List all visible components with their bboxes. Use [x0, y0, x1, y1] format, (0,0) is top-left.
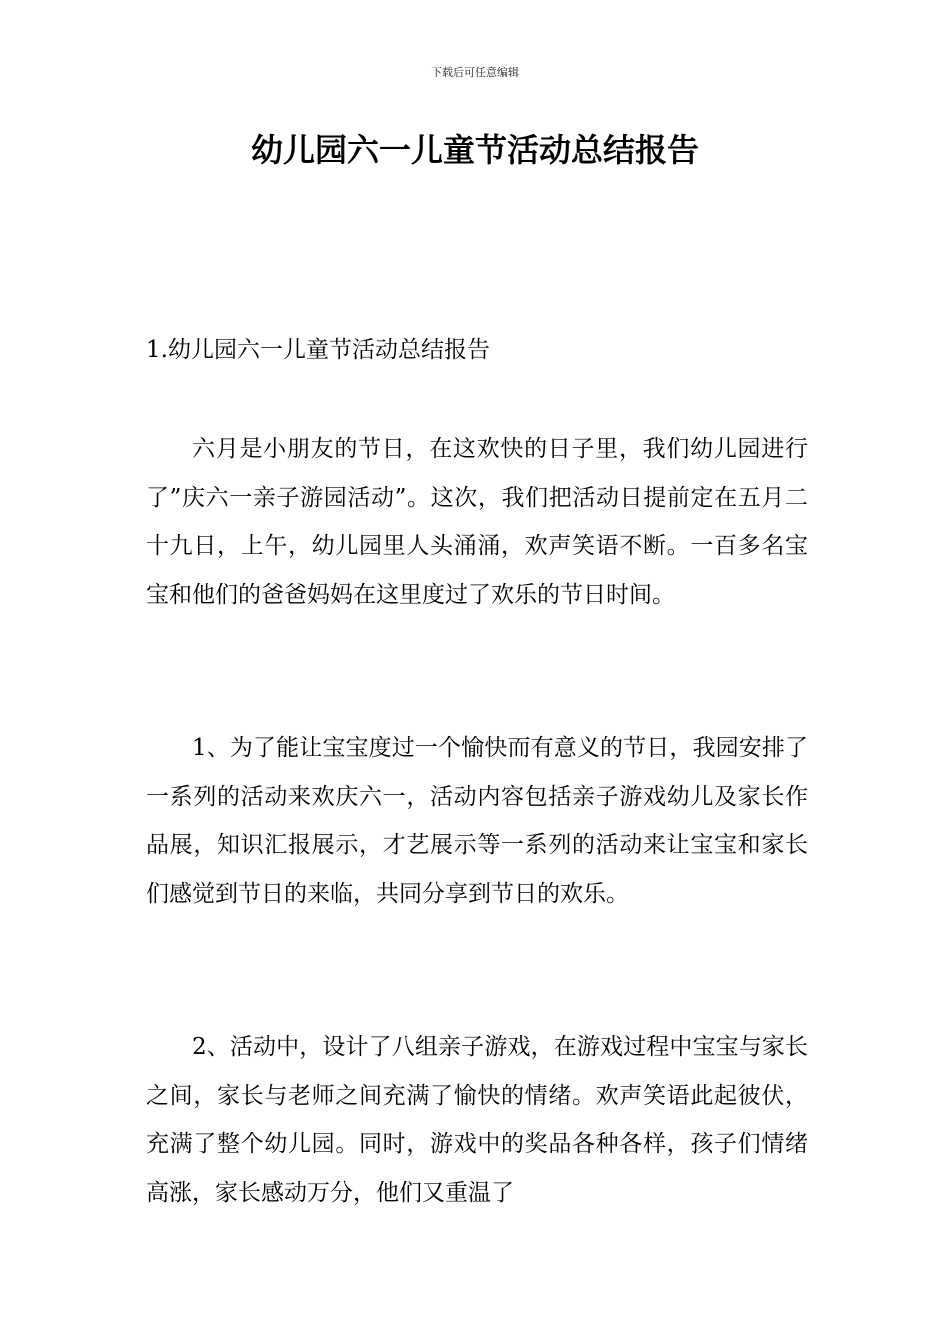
paragraph-item-1: 1、为了能让宝宝度过一个愉快而有意义的节日，我园安排了一系列的活动来欢庆六一，活动内容包括亲子游戏幼儿及家长作品展，知识汇报展示，才艺展示等一系列的活动来让宝宝和家长们感觉到节日的来临，共同分享到节日的欢乐。	[146, 735, 808, 907]
header-note: 下载后可任意编辑	[431, 66, 519, 79]
paragraph-intro: 六月是小朋友的节日，在这欢快的日子里，我们幼儿园进行了”庆六一亲子游园活动”。这次，我们把活动日提前定在五月二十九日，上午，幼儿园里人头涌涌，欢声笑语不断。一百多名宝宝和他们的爸爸妈妈在这里度过了欢乐的节日时间。	[146, 436, 808, 608]
section-heading: 1.幼儿园六一儿童节活动总结报告	[146, 337, 490, 363]
document-title: 幼儿园六一儿童节活动总结报告	[250, 131, 699, 169]
paragraph-item-2: 2、活动中，设计了八组亲子游戏，在游戏过程中宝宝与家长之间，家长与老师之间充满了愉快的情绪。欢声笑语此起彼伏，充满了整个幼儿园。同时，游戏中的奖品各种各样，孩子们情绪高涨，家长感动万分，他们又重温了	[146, 1034, 808, 1206]
